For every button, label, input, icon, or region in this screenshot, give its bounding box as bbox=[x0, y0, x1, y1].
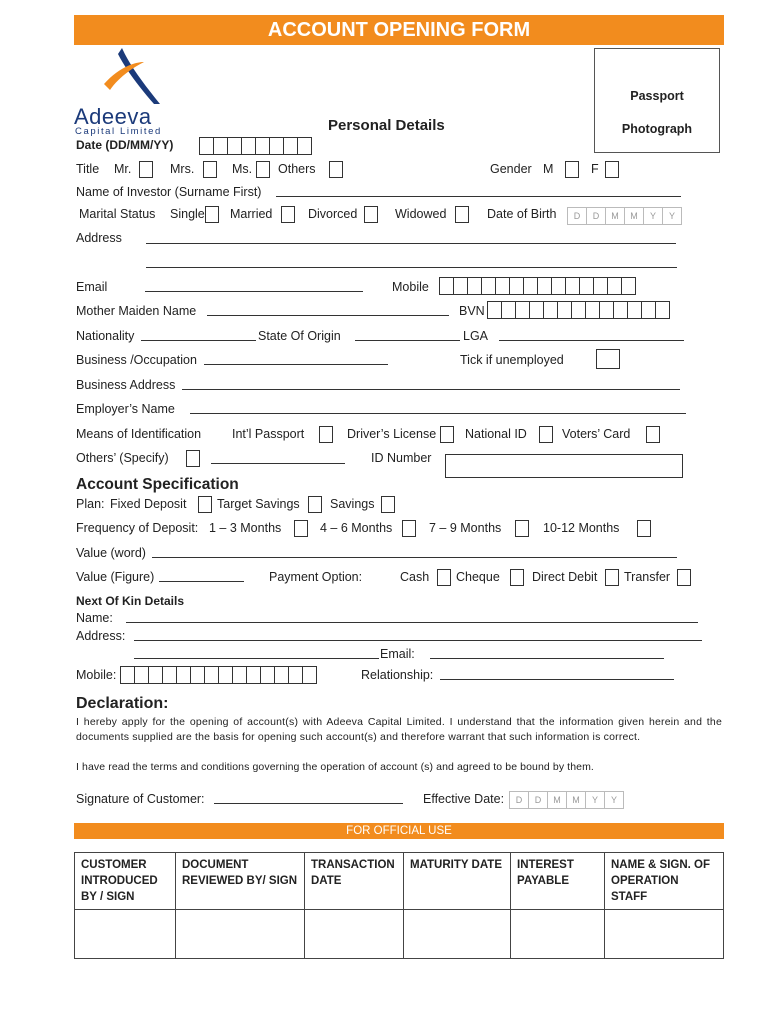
kin-name-label: Name: bbox=[76, 611, 113, 625]
unemployed-label: Tick if unemployed bbox=[460, 353, 564, 367]
pay-direct-debit-label: Direct Debit bbox=[532, 570, 598, 584]
business-address-label: Business Address bbox=[76, 378, 176, 392]
pay-cash-checkbox[interactable] bbox=[437, 569, 451, 586]
gender-m-checkbox[interactable] bbox=[565, 161, 579, 178]
kin-relationship-label: Relationship: bbox=[361, 668, 434, 682]
employer-name-label: Employer’s Name bbox=[76, 402, 175, 416]
title-mr-checkbox[interactable] bbox=[139, 161, 153, 178]
title-mr-label: Mr. bbox=[114, 162, 132, 176]
plan-savings-label: Savings bbox=[330, 497, 375, 511]
kin-heading: Next Of Kin Details bbox=[76, 594, 185, 608]
date-label: Date (DD/MM/YY) bbox=[76, 138, 174, 152]
pay-transfer-checkbox[interactable] bbox=[677, 569, 691, 586]
title-ms-label: Ms. bbox=[232, 162, 253, 176]
title-mrs-label: Mrs. bbox=[170, 162, 195, 176]
official-use-table bbox=[74, 852, 724, 959]
photograph-label: Photograph bbox=[621, 122, 693, 136]
value-figure-label: Value (Figure) bbox=[76, 570, 155, 584]
value-word-field[interactable] bbox=[152, 546, 677, 561]
gender-label: Gender bbox=[490, 162, 532, 176]
freq-10-12-label: 10-12 Months bbox=[543, 521, 620, 535]
id-number-label: ID Number bbox=[371, 451, 432, 465]
investor-name-field[interactable] bbox=[276, 185, 681, 200]
pay-transfer-label: Transfer bbox=[624, 570, 671, 584]
official-header-row bbox=[75, 853, 724, 910]
mobile-label: Mobile bbox=[392, 280, 429, 294]
plan-fixed-label: Fixed Deposit bbox=[110, 497, 187, 511]
logo-name: Adeeva bbox=[74, 104, 152, 129]
cell-maturity-date[interactable] bbox=[404, 910, 511, 959]
address-label: Address bbox=[76, 231, 122, 245]
freq-7-9-label: 7 – 9 Months bbox=[429, 521, 502, 535]
cell-operation-staff[interactable] bbox=[605, 910, 724, 959]
pay-cheque-label: Cheque bbox=[456, 570, 500, 584]
marital-widowed-checkbox[interactable] bbox=[455, 206, 469, 223]
personal-details-heading: Personal Details bbox=[328, 117, 445, 134]
logo bbox=[74, 46, 184, 136]
lga-label: LGA bbox=[463, 329, 489, 343]
freq-10-12-checkbox[interactable] bbox=[637, 520, 651, 537]
others-specify-label: Others’ (Specify) bbox=[76, 451, 169, 465]
declaration-text-2: I have read the terms and conditions governing the operation of account (s) and agreed to be bound by them. bbox=[76, 761, 594, 773]
marital-divorced-checkbox[interactable] bbox=[364, 206, 378, 223]
plan-fixed-checkbox[interactable] bbox=[198, 496, 212, 513]
employer-name-field[interactable] bbox=[190, 402, 686, 417]
mother-maiden-label: Mother Maiden Name bbox=[76, 304, 197, 318]
email-label: Email bbox=[76, 280, 108, 294]
others-specify-checkbox[interactable] bbox=[186, 450, 200, 467]
business-occupation-field[interactable] bbox=[204, 353, 388, 368]
pay-direct-debit-checkbox[interactable] bbox=[605, 569, 619, 586]
date-cells[interactable] bbox=[200, 137, 312, 155]
payment-option-label: Payment Option: bbox=[269, 570, 363, 584]
col-interest-payable: INTEREST PAYABLE bbox=[511, 853, 605, 910]
address-field-line2[interactable] bbox=[146, 256, 677, 271]
kin-address-label: Address: bbox=[76, 629, 126, 643]
form-title: ACCOUNT OPENING FORM bbox=[74, 15, 724, 45]
effective-date-cells[interactable]: D D M M Y Y bbox=[510, 791, 624, 809]
mobile-cells[interactable] bbox=[440, 277, 636, 295]
investor-name-label: Name of Investor (Surname First) bbox=[76, 185, 262, 199]
cell-document-reviewed[interactable] bbox=[176, 910, 305, 959]
id-voters-card-checkbox[interactable] bbox=[646, 426, 660, 443]
id-national-checkbox[interactable] bbox=[539, 426, 553, 443]
col-transaction-date: TRANSACTION DATE bbox=[305, 853, 404, 910]
marital-widowed-label: Widowed bbox=[395, 207, 447, 221]
id-drivers-license-checkbox[interactable] bbox=[440, 426, 454, 443]
freq-4-6-label: 4 – 6 Months bbox=[320, 521, 393, 535]
business-address-field[interactable] bbox=[182, 378, 680, 393]
col-maturity-date: MATURITY DATE bbox=[404, 853, 511, 910]
id-passport-label: Int’l Passport bbox=[232, 427, 305, 441]
kin-email-field[interactable] bbox=[430, 647, 664, 662]
dob-cells[interactable]: D D M M Y Y bbox=[568, 207, 682, 225]
title-others-label: Others bbox=[278, 162, 316, 176]
freq-4-6-checkbox[interactable] bbox=[402, 520, 416, 537]
logo-mark-icon bbox=[74, 46, 184, 108]
means-id-label: Means of Identification bbox=[76, 427, 202, 441]
passport-photo-box[interactable] bbox=[594, 48, 720, 153]
cell-interest-payable[interactable] bbox=[511, 910, 605, 959]
kin-relationship-field[interactable] bbox=[440, 668, 674, 683]
declaration-heading: Declaration: bbox=[76, 695, 169, 712]
id-drivers-license-label: Driver’s License bbox=[347, 427, 437, 441]
marital-status-label: Marital Status bbox=[79, 207, 156, 221]
kin-mobile-cells[interactable] bbox=[121, 666, 317, 684]
official-use-bar: FOR OFFICIAL USE bbox=[74, 823, 724, 839]
marital-divorced-label: Divorced bbox=[308, 207, 358, 221]
address-field-line1[interactable] bbox=[146, 232, 676, 247]
state-origin-field[interactable] bbox=[355, 329, 460, 344]
plan-label: Plan: bbox=[76, 497, 105, 511]
title-ms-checkbox[interactable] bbox=[256, 161, 270, 178]
frequency-label: Frequency of Deposit: bbox=[76, 521, 199, 535]
declaration-text-1: I hereby apply for the opening of account(s) with Adeeva Capital Limited. I understand that the information given herein and the documents supplied are the basis for opening such account(s) and therefore warrant that such information is correct. bbox=[76, 716, 722, 743]
unemployed-checkbox[interactable] bbox=[596, 349, 620, 369]
marital-married-checkbox[interactable] bbox=[281, 206, 295, 223]
signature-label: Signature of Customer: bbox=[76, 792, 205, 806]
business-occupation-label: Business /Occupation bbox=[76, 353, 197, 367]
col-operation-staff: NAME & SIGN. OF OPERATION STAFF bbox=[605, 853, 724, 910]
passport-label: Passport bbox=[630, 89, 684, 103]
gender-f-label: F bbox=[591, 162, 599, 176]
marital-single-label: Single bbox=[170, 207, 205, 221]
value-word-label: Value (word) bbox=[76, 546, 146, 560]
effective-date-label: Effective Date: bbox=[423, 792, 505, 806]
gender-m-label: M bbox=[543, 162, 554, 176]
col-customer-introduced: CUSTOMER INTRODUCED BY / SIGN bbox=[75, 853, 176, 910]
mother-maiden-field[interactable] bbox=[207, 304, 449, 319]
marital-married-label: Married bbox=[230, 207, 273, 221]
cell-customer-introduced[interactable] bbox=[75, 910, 176, 959]
kin-address-field[interactable] bbox=[134, 629, 702, 644]
id-passport-checkbox[interactable] bbox=[319, 426, 333, 443]
title-label: Title bbox=[76, 162, 100, 176]
value-figure-field[interactable] bbox=[159, 570, 244, 585]
id-number-field[interactable] bbox=[445, 454, 683, 478]
kin-mobile-label: Mobile: bbox=[76, 668, 117, 682]
nationality-label: Nationality bbox=[76, 329, 135, 343]
freq-7-9-checkbox[interactable] bbox=[515, 520, 529, 537]
state-origin-label: State Of Origin bbox=[258, 329, 341, 343]
freq-1-3-checkbox[interactable] bbox=[294, 520, 308, 537]
dob-label: Date of Birth bbox=[487, 207, 557, 221]
freq-1-3-label: 1 – 3 Months bbox=[209, 521, 282, 535]
marital-single-checkbox[interactable] bbox=[205, 206, 219, 223]
plan-target-checkbox[interactable] bbox=[308, 496, 322, 513]
account-spec-heading: Account Specification bbox=[76, 476, 239, 493]
nationality-field[interactable] bbox=[141, 329, 256, 344]
others-specify-field[interactable] bbox=[211, 452, 345, 467]
kin-email-label: Email: bbox=[380, 647, 415, 661]
id-national-label: National ID bbox=[465, 427, 527, 441]
id-voters-card-label: Voters’ Card bbox=[562, 427, 631, 441]
official-entry-row bbox=[75, 910, 724, 959]
signature-field[interactable] bbox=[214, 792, 403, 807]
plan-target-label: Target Savings bbox=[217, 497, 300, 511]
pay-cheque-checkbox[interactable] bbox=[510, 569, 524, 586]
pay-cash-label: Cash bbox=[400, 570, 430, 584]
kin-address-field-2[interactable] bbox=[134, 647, 379, 662]
title-mrs-checkbox[interactable] bbox=[203, 161, 217, 178]
kin-name-field[interactable] bbox=[126, 611, 698, 626]
gender-f-checkbox[interactable] bbox=[605, 161, 619, 178]
lga-field[interactable] bbox=[499, 329, 684, 344]
logo-subtitle: Capital Limited bbox=[75, 126, 162, 137]
col-document-reviewed: DOCUMENT REVIEWED BY/ SIGN bbox=[176, 853, 305, 910]
title-others-checkbox[interactable] bbox=[329, 161, 343, 178]
email-field[interactable] bbox=[145, 280, 363, 295]
cell-transaction-date[interactable] bbox=[305, 910, 404, 959]
bvn-cells[interactable] bbox=[488, 301, 670, 319]
plan-savings-checkbox[interactable] bbox=[381, 496, 395, 513]
bvn-label: BVN bbox=[459, 304, 485, 318]
